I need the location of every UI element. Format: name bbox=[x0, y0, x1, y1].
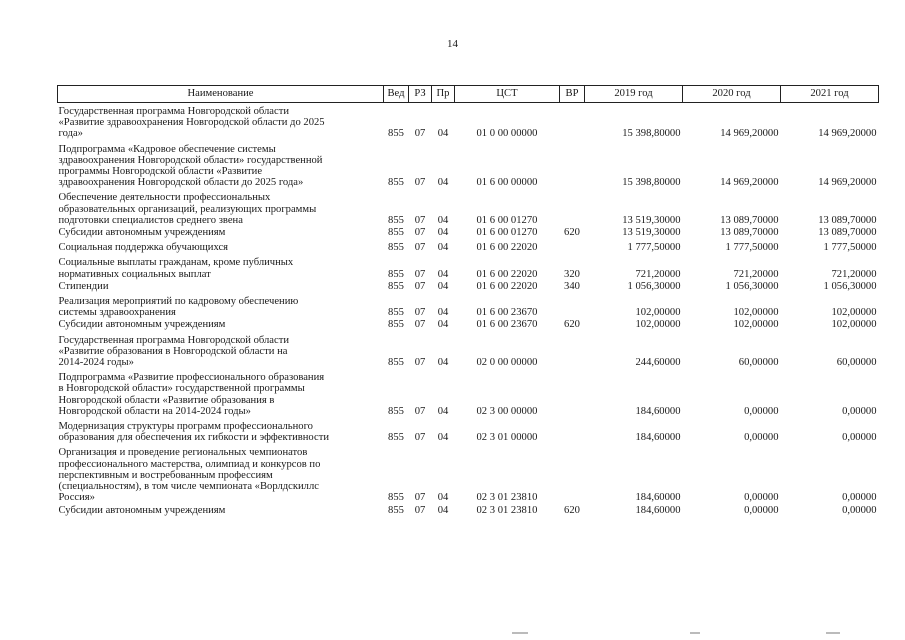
row-cst: 01 6 00 01270 bbox=[476, 227, 538, 239]
row-2020: 0,00000 bbox=[744, 405, 779, 417]
page-number: 14 bbox=[447, 38, 458, 50]
row-rz: 07 bbox=[414, 319, 426, 331]
table-row bbox=[58, 141, 879, 190]
header-cst: ЦСТ bbox=[455, 86, 560, 103]
row-name: Социальные выплаты гражданам, кроме публичных нормативных социальных выплат bbox=[58, 257, 294, 280]
row-name: Субсидии автономным учреждениям bbox=[58, 504, 226, 516]
header-2019: 2019 год bbox=[585, 86, 683, 103]
row-name: Стипендии bbox=[58, 280, 109, 292]
table-row bbox=[58, 281, 879, 293]
row-cst: 01 6 00 23670 bbox=[476, 307, 538, 319]
row-cst: 01 0 00 00000 bbox=[476, 128, 538, 140]
row-rz: 07 bbox=[414, 432, 426, 444]
row-2021: 0,00000 bbox=[842, 432, 877, 444]
row-2021: 102,00000 bbox=[831, 319, 877, 331]
table-row bbox=[58, 239, 879, 254]
row-ved: 855 bbox=[388, 504, 404, 516]
row-ved: 855 bbox=[388, 307, 404, 319]
table-row bbox=[58, 369, 879, 418]
header-vr: ВР bbox=[560, 86, 585, 103]
row-2019: 1 056,30000 bbox=[627, 280, 681, 292]
row-pr: 04 bbox=[437, 357, 449, 369]
row-ved: 855 bbox=[388, 319, 404, 331]
row-rz: 07 bbox=[414, 242, 426, 254]
budget-table bbox=[57, 85, 879, 517]
header-2020: 2020 год bbox=[683, 86, 781, 103]
row-2019: 1 777,50000 bbox=[627, 242, 681, 254]
row-vr bbox=[560, 103, 585, 141]
row-ved: 855 bbox=[388, 268, 404, 280]
row-2021: 1 777,50000 bbox=[823, 242, 877, 254]
row-2020: 102,00000 bbox=[733, 307, 779, 319]
row-2019: 15 398,80000 bbox=[622, 128, 681, 140]
row-name: Реализация мероприятий по кадровому обеспечению системы здравоохранения bbox=[58, 296, 299, 319]
row-cst: 01 6 00 22020 bbox=[476, 280, 538, 292]
row-2021: 1 056,30000 bbox=[823, 280, 877, 292]
table-header-row bbox=[58, 86, 879, 103]
row-ved: 855 bbox=[388, 280, 404, 292]
row-ved: 855 bbox=[388, 227, 404, 239]
row-2019: 15 398,80000 bbox=[622, 177, 681, 189]
table-row bbox=[58, 254, 879, 280]
row-rz: 07 bbox=[414, 214, 426, 226]
table-row bbox=[58, 319, 879, 331]
row-name: Государственная программа Новгородской области «Развитие здравоохранения Новгородской области до 2025 года» bbox=[58, 106, 325, 140]
row-2021: 0,00000 bbox=[842, 492, 877, 504]
row-vr: 620 bbox=[564, 504, 580, 516]
row-cst: 01 6 00 23670 bbox=[476, 319, 538, 331]
row-name: Социальная поддержка обучающихся bbox=[58, 242, 229, 254]
table-row bbox=[58, 332, 879, 370]
row-name: Субсидии автономным учреждениям bbox=[58, 319, 226, 331]
row-cst: 01 6 00 01270 bbox=[476, 214, 538, 226]
row-vr bbox=[560, 369, 585, 418]
header-2021: 2021 год bbox=[781, 86, 879, 103]
header-pr: Пр bbox=[432, 86, 455, 103]
row-rz: 07 bbox=[414, 268, 426, 280]
table-row bbox=[58, 293, 879, 319]
row-cst: 02 0 00 00000 bbox=[476, 357, 538, 369]
row-pr: 04 bbox=[437, 432, 449, 444]
row-rz: 07 bbox=[414, 177, 426, 189]
row-2019: 184,60000 bbox=[635, 504, 681, 516]
row-ved: 855 bbox=[388, 214, 404, 226]
row-2019: 184,60000 bbox=[635, 432, 681, 444]
row-pr: 04 bbox=[437, 504, 449, 516]
row-ved: 855 bbox=[388, 432, 404, 444]
row-ved: 855 bbox=[388, 405, 404, 417]
row-vr bbox=[560, 141, 585, 190]
row-cst: 02 3 00 00000 bbox=[476, 405, 538, 417]
row-name: Подпрограмма «Кадровое обеспечение системы здравоохранения Новгородской области» государственной программы Новгородской области «Развитие здравоохранения Новгородской области до 2025 года» bbox=[58, 143, 323, 189]
row-2021: 102,00000 bbox=[831, 307, 877, 319]
header-rz: РЗ bbox=[409, 86, 432, 103]
row-2020: 0,00000 bbox=[744, 504, 779, 516]
row-pr: 04 bbox=[437, 405, 449, 417]
row-2020: 60,00000 bbox=[738, 357, 779, 369]
row-2020: 13 089,70000 bbox=[720, 214, 779, 226]
table-row bbox=[58, 103, 879, 141]
row-pr: 04 bbox=[437, 177, 449, 189]
row-2020: 0,00000 bbox=[744, 432, 779, 444]
row-name: Подпрограмма «Развитие профессионального образования в Новгородской области» государственной программы Новгородской области «Развитие образования в Новгородской области на 2014-2024 годы» bbox=[58, 372, 325, 417]
row-rz: 07 bbox=[414, 492, 426, 504]
row-name: Модернизация структуры программ профессионального образования для обеспечения их гибкости и эффективности bbox=[58, 421, 329, 444]
row-2020: 1 777,50000 bbox=[725, 242, 779, 254]
row-2021: 60,00000 bbox=[836, 357, 877, 369]
header-ved: Вед bbox=[384, 86, 409, 103]
row-pr: 04 bbox=[437, 227, 449, 239]
row-cst: 01 6 00 00000 bbox=[476, 177, 538, 189]
table-row bbox=[58, 189, 879, 227]
row-ved: 855 bbox=[388, 177, 404, 189]
row-vr: 620 bbox=[564, 227, 580, 239]
row-pr: 04 bbox=[437, 319, 449, 331]
row-vr: 620 bbox=[564, 319, 580, 331]
row-pr: 04 bbox=[437, 280, 449, 292]
row-cst: 01 6 00 22020 bbox=[476, 242, 538, 254]
row-vr bbox=[560, 293, 585, 319]
row-cst: 02 3 01 23810 bbox=[476, 492, 538, 504]
row-2019: 184,60000 bbox=[635, 405, 681, 417]
row-2021: 13 089,70000 bbox=[818, 227, 877, 239]
row-cst: 01 6 00 22020 bbox=[476, 268, 538, 280]
row-vr: 340 bbox=[564, 280, 580, 292]
row-cst: 02 3 01 23810 bbox=[476, 504, 538, 516]
row-pr: 04 bbox=[437, 268, 449, 280]
row-vr bbox=[560, 444, 585, 504]
text-fragment bbox=[690, 632, 700, 634]
table-row bbox=[58, 227, 879, 239]
row-2021: 0,00000 bbox=[842, 405, 877, 417]
row-pr: 04 bbox=[437, 307, 449, 319]
row-pr: 04 bbox=[437, 128, 449, 140]
row-vr bbox=[560, 418, 585, 444]
row-rz: 07 bbox=[414, 307, 426, 319]
row-2020: 0,00000 bbox=[744, 492, 779, 504]
row-name: Государственная программа Новгородской области «Развитие образования в Новгородской области на 2014-2024 годы» bbox=[58, 334, 290, 369]
row-vr bbox=[560, 332, 585, 370]
row-pr: 04 bbox=[437, 242, 449, 254]
row-ved: 855 bbox=[388, 492, 404, 504]
row-2020: 102,00000 bbox=[733, 319, 779, 331]
row-2019: 102,00000 bbox=[635, 319, 681, 331]
row-2021: 0,00000 bbox=[842, 504, 877, 516]
row-vr bbox=[560, 239, 585, 254]
row-name: Обеспечение деятельности профессиональных образовательных организаций, реализующих программы подготовки специалистов среднего звена bbox=[58, 192, 317, 226]
table-row bbox=[58, 505, 879, 517]
row-2020: 14 969,20000 bbox=[720, 177, 779, 189]
row-ved: 855 bbox=[388, 357, 404, 369]
row-2019: 13 519,30000 bbox=[622, 227, 681, 239]
next-page-text-fragments bbox=[0, 632, 905, 640]
table-row bbox=[58, 418, 879, 444]
row-rz: 07 bbox=[414, 357, 426, 369]
row-2020: 721,20000 bbox=[733, 268, 779, 280]
row-2021: 14 969,20000 bbox=[818, 128, 877, 140]
row-rz: 07 bbox=[414, 280, 426, 292]
text-fragment bbox=[826, 632, 840, 634]
row-rz: 07 bbox=[414, 227, 426, 239]
row-2021: 14 969,20000 bbox=[818, 177, 877, 189]
row-2021: 13 089,70000 bbox=[818, 214, 877, 226]
row-rz: 07 bbox=[414, 405, 426, 417]
row-2020: 13 089,70000 bbox=[720, 227, 779, 239]
row-vr: 320 bbox=[564, 268, 580, 280]
text-fragment bbox=[512, 632, 528, 634]
row-ved: 855 bbox=[388, 242, 404, 254]
row-vr bbox=[560, 189, 585, 227]
row-2019: 721,20000 bbox=[635, 268, 681, 280]
row-rz: 07 bbox=[414, 504, 426, 516]
row-pr: 04 bbox=[437, 214, 449, 226]
row-2020: 14 969,20000 bbox=[720, 128, 779, 140]
row-2019: 13 519,30000 bbox=[622, 214, 681, 226]
header-name: Наименование bbox=[58, 86, 384, 103]
row-2020: 1 056,30000 bbox=[725, 280, 779, 292]
row-2019: 244,60000 bbox=[635, 357, 681, 369]
row-2019: 184,60000 bbox=[635, 492, 681, 504]
row-name: Организация и проведение региональных чемпионатов профессионального мастерства, олимпиад и конкурсов по перспективным и востребованным профессиям (специальностям), в том числе чемпионата «Ворлдскиллс Россия» bbox=[58, 447, 321, 504]
row-ved: 855 bbox=[388, 128, 404, 140]
row-2021: 721,20000 bbox=[831, 268, 877, 280]
row-cst: 02 3 01 00000 bbox=[476, 432, 538, 444]
row-rz: 07 bbox=[414, 128, 426, 140]
row-name: Субсидии автономным учреждениям bbox=[58, 227, 226, 239]
row-2019: 102,00000 bbox=[635, 307, 681, 319]
table-row bbox=[58, 444, 879, 504]
row-pr: 04 bbox=[437, 492, 449, 504]
